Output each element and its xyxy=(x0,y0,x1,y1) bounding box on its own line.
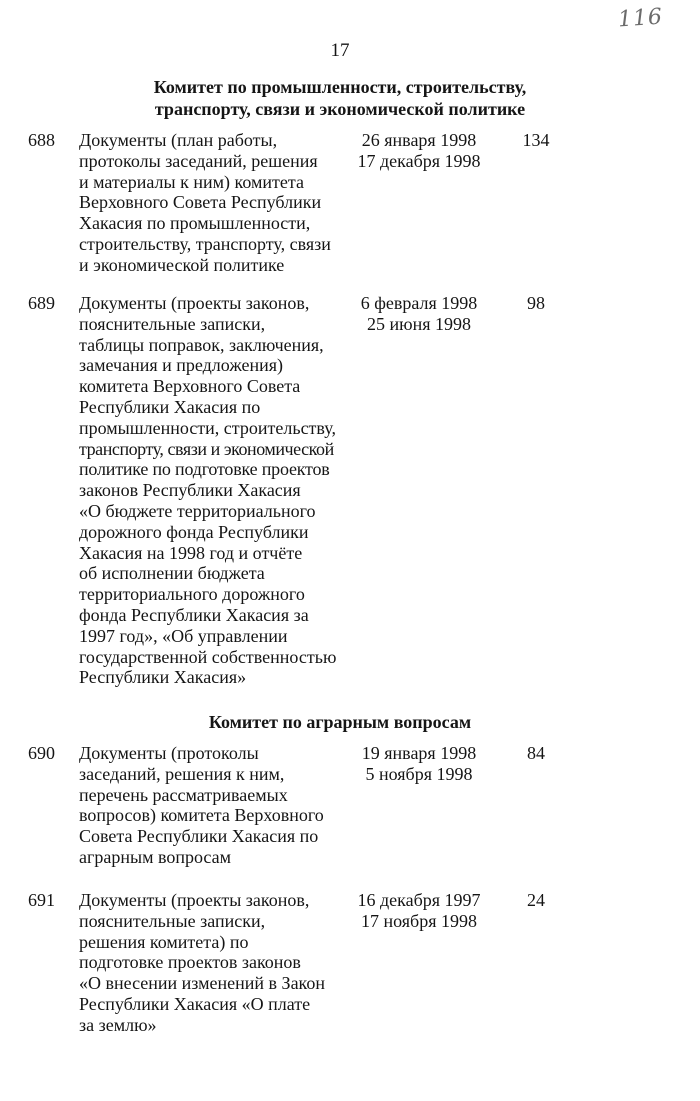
description-line: и экономической политике xyxy=(79,254,285,275)
date-start: 26 января 1998 xyxy=(361,130,477,150)
entry-description xyxy=(79,293,354,688)
entry-dates xyxy=(344,890,494,932)
description-line: решения комитета) по xyxy=(79,931,249,952)
description-line: вопросов) комитета Верховного xyxy=(79,805,324,826)
section-heading-agrarian xyxy=(0,711,680,733)
date-start: 19 января 1998 xyxy=(361,743,477,763)
entry-dates xyxy=(344,743,494,785)
description-line: Хакасия по промышленности, xyxy=(79,213,311,234)
heading-line: Комитет по аграрным вопросам xyxy=(208,712,472,732)
description-line: протоколы заседаний, решения xyxy=(79,150,318,171)
heading-line: Комитет по промышленности, строительству, xyxy=(153,77,527,97)
entry-number: 690 xyxy=(28,743,55,763)
description-line: пояснительные записки, xyxy=(79,910,266,931)
entry-number: 689 xyxy=(28,293,55,313)
description-line: транспорту, связи и экономической xyxy=(79,438,334,459)
description-line: Республики Хакасия» xyxy=(79,667,247,688)
entry-number: 691 xyxy=(28,890,55,910)
entry-description xyxy=(79,890,354,1036)
description-line: Хакасия на 1998 год и отчёте xyxy=(79,542,303,563)
description-line: 1997 год», «Об управлении xyxy=(79,625,288,646)
entry-sheet-count: 84 xyxy=(527,743,545,763)
date-end: 17 декабря 1998 xyxy=(357,150,481,171)
description-line: строительству, транспорту, связи xyxy=(79,233,331,254)
description-line: аграрным вопросам xyxy=(79,846,232,867)
description-line: промышленности, строительству, xyxy=(79,417,337,438)
description-line: Совета Республики Хакасия по xyxy=(79,826,319,847)
entry-sheet-count: 134 xyxy=(522,130,550,150)
description-line: комитета Верховного Совета xyxy=(79,376,301,397)
entry-dates xyxy=(344,293,494,335)
handwritten-sheet-number: 116 xyxy=(617,4,664,33)
description-line: Республики Хакасия «О плате xyxy=(79,993,311,1014)
entry-description xyxy=(79,130,354,276)
description-line: таблицы поправок, заключения, xyxy=(79,334,324,355)
description-line: Документы (протоколы xyxy=(79,743,259,763)
entry-dates xyxy=(344,130,494,172)
date-start: 6 февраля 1998 xyxy=(360,293,478,313)
description-line: фонда Республики Хакасия за xyxy=(79,604,309,625)
description-line: и материалы к ним) комитета xyxy=(79,171,304,192)
heading-line: транспорту, связи и экономической политике xyxy=(154,99,526,119)
description-line: Республики Хакасия по xyxy=(79,396,261,417)
description-line: «О внесении изменений в Закон xyxy=(79,973,326,994)
section-heading-industry xyxy=(0,76,680,120)
description-line: Документы (проекты законов, xyxy=(79,293,310,313)
description-line: заседаний, решения к ним, xyxy=(79,763,285,784)
date-end: 5 ноября 1998 xyxy=(365,763,473,784)
entry-sheet-count: 24 xyxy=(527,890,545,910)
entry-description xyxy=(79,743,354,868)
description-line: «О бюджете территориального xyxy=(79,500,316,521)
date-end: 25 июня 1998 xyxy=(367,313,471,334)
description-line: дорожного фонда Республики xyxy=(79,521,309,542)
description-line: Верховного Совета Республики xyxy=(79,192,322,213)
entry-sheet-count: 98 xyxy=(527,293,545,313)
description-line: пояснительные записки, xyxy=(79,313,266,334)
description-line: замечания и предложения) xyxy=(79,355,284,376)
description-line: перечень рассматриваемых xyxy=(79,784,288,805)
description-line: государственной собственностью xyxy=(79,646,337,667)
description-line: территориального дорожного xyxy=(79,584,305,605)
date-end: 17 ноября 1998 xyxy=(360,910,477,931)
description-line: за землю» xyxy=(79,1014,157,1035)
description-line: об исполнении бюджета xyxy=(79,563,265,584)
date-start: 16 декабря 1997 xyxy=(357,890,481,910)
description-line: политике по подготовке проектов xyxy=(79,459,330,480)
page-number: 17 xyxy=(330,40,350,61)
description-line: законов Республики Хакасия xyxy=(79,480,301,501)
description-line: подготовке проектов законов xyxy=(79,952,301,973)
description-line: Документы (проекты законов, xyxy=(79,890,310,910)
description-line: Документы (план работы, xyxy=(79,130,278,150)
entry-number: 688 xyxy=(28,130,55,150)
